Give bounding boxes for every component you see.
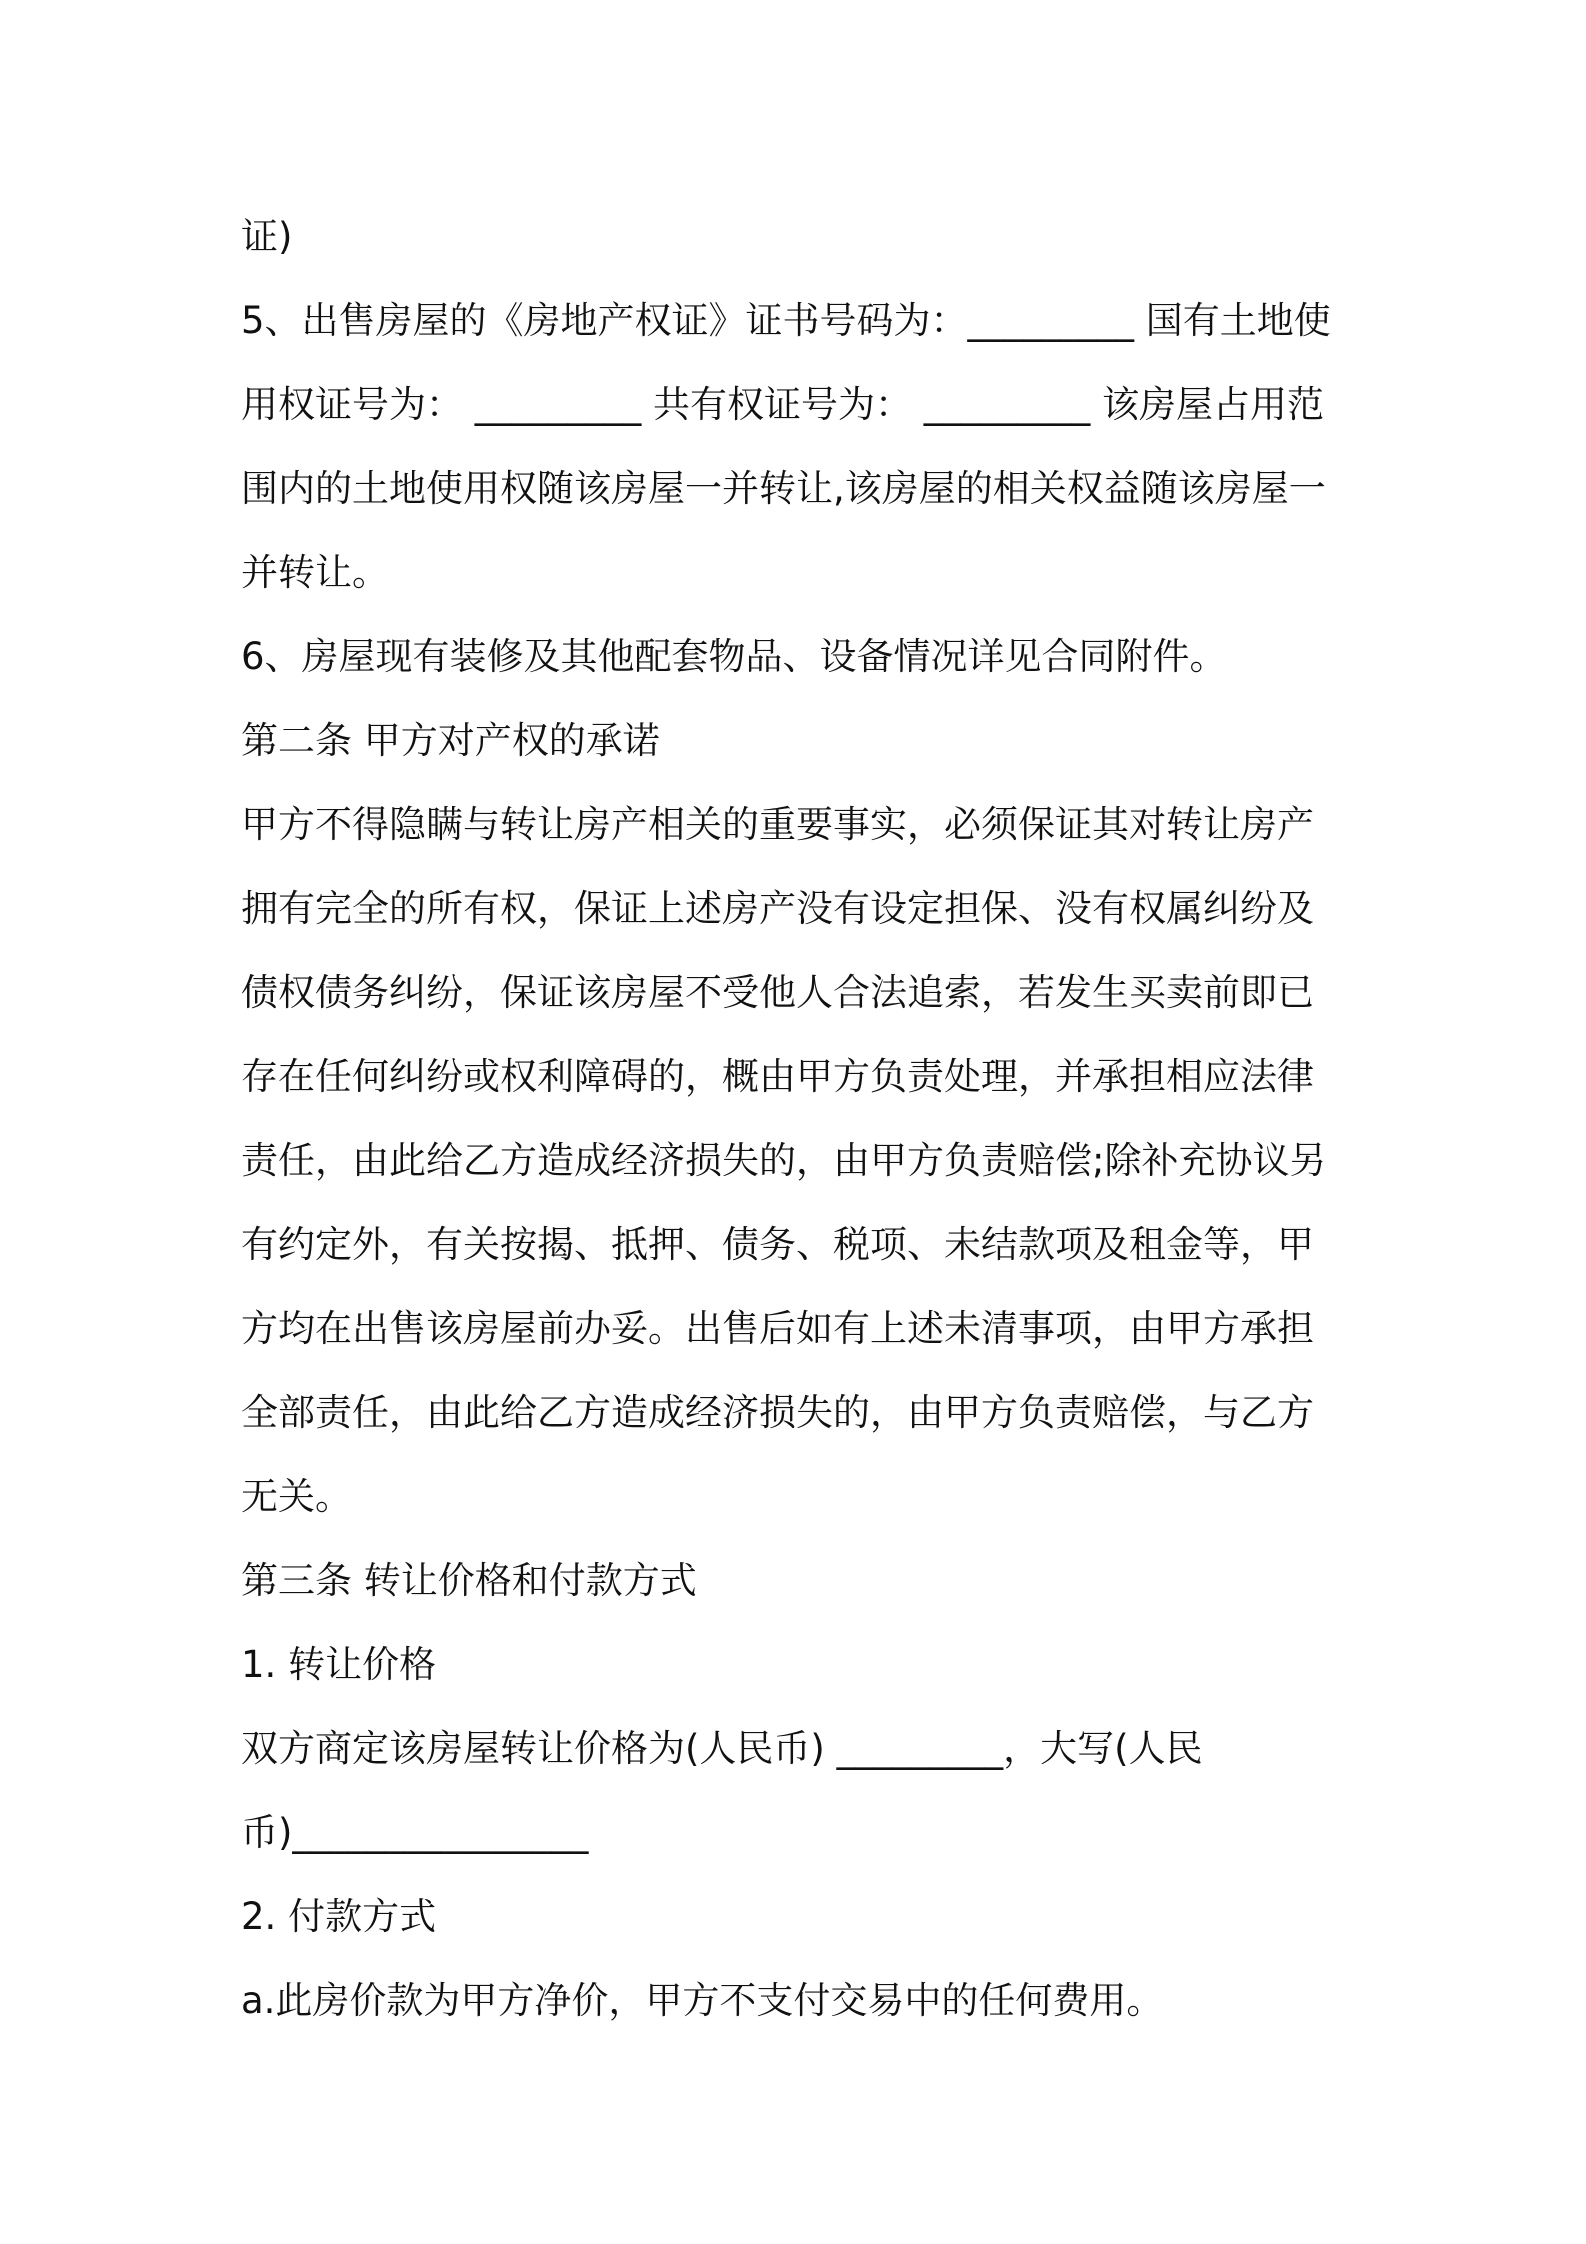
text-line: 责任，由此给乙方造成经济损失的，由甲方负责赔偿;除补充协议另: [241, 1139, 1327, 1182]
text-line: 债权债务纠纷，保证该房屋不受他人合法追索，若发生买卖前即已: [241, 971, 1314, 1014]
section-heading: 第三条 转让价格和付款方式: [241, 1559, 697, 1602]
subsection-heading: 2. 付款方式: [241, 1895, 437, 1938]
text-line: 证): [241, 215, 293, 258]
text-line: 全部责任，由此给乙方造成经济损失的，由甲方负责赔偿，与乙方: [241, 1391, 1314, 1434]
text-line: a.此房价款为甲方净价，甲方不支付交易中的任何费用。: [241, 1979, 1164, 2022]
text-line: 5、出售房屋的《房地产权证》证书号码为：_________ 国有土地使: [241, 299, 1331, 342]
text-line: 围内的土地使用权随该房屋一并转让,该房屋的相关权益随该房屋一: [241, 467, 1326, 510]
subsection-heading: 1. 转让价格: [241, 1643, 437, 1686]
section-heading: 第二条 甲方对产权的承诺: [241, 719, 660, 762]
text-line: 无关。: [241, 1475, 352, 1518]
text-line: 有约定外，有关按揭、抵押、债务、税项、未结款项及租金等，甲: [241, 1223, 1314, 1266]
text-line: 并转让。: [241, 551, 389, 594]
text-line: 双方商定该房屋转让价格为(人民币) _________，大写(人民: [241, 1727, 1203, 1770]
text-line: 甲方不得隐瞒与转让房产相关的重要事实，必须保证其对转让房产: [241, 803, 1314, 846]
text-line: 用权证号为： _________ 共有权证号为： _________ 该房屋占用范: [241, 383, 1325, 426]
document-body: [241, 195, 1361, 2043]
text-line: 方均在出售该房屋前办妥。出售后如有上述未清事项，由甲方承担: [241, 1307, 1314, 1350]
text-line: 拥有完全的所有权，保证上述房产没有设定担保、没有权属纠纷及: [241, 887, 1314, 930]
text-line: 存在任何纠纷或权利障碍的，概由甲方负责处理，并承担相应法律: [241, 1055, 1314, 1098]
text-line: 币)________________: [241, 1811, 589, 1854]
text-line: 6、房屋现有装修及其他配套物品、设备情况详见合同附件。: [241, 635, 1227, 678]
